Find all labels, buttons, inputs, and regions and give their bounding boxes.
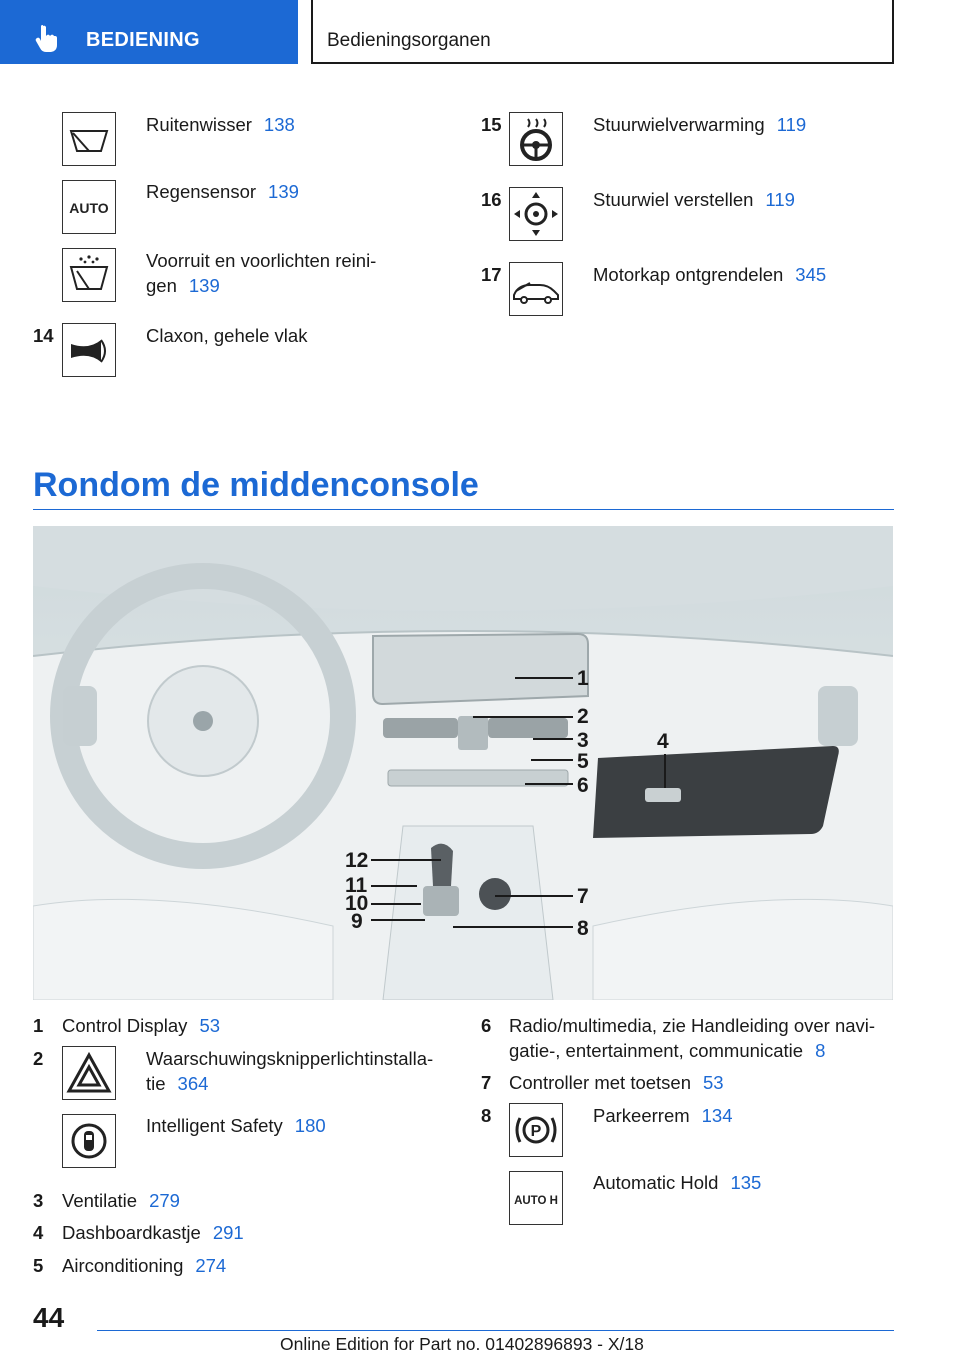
list-item <box>593 262 826 287</box>
entry-text: Airconditioning <box>62 1255 184 1276</box>
entry-text: Ruitenwisser <box>146 114 252 135</box>
steering-adjust-icon <box>509 187 563 241</box>
entry-text: Regensensor <box>146 181 257 202</box>
page-link[interactable]: 53 <box>199 1015 221 1036</box>
wiper-icon <box>62 112 116 166</box>
svg-text:AUTO: AUTO <box>69 200 109 216</box>
entry-number: 2 <box>33 1048 44 1069</box>
callout-10: 10 <box>345 892 369 915</box>
section-title: Rondom de middenconsole <box>33 466 479 504</box>
page-link[interactable]: 139 <box>188 275 220 296</box>
page-link[interactable]: 53 <box>703 1072 724 1093</box>
entry-text: Voorruit en voorlichten reini- <box>146 250 377 271</box>
page-link[interactable]: 119 <box>776 114 807 135</box>
title-divider <box>33 509 894 510</box>
horn-icon <box>62 323 116 377</box>
page-link[interactable]: 180 <box>294 1115 326 1136</box>
list-item <box>146 323 307 348</box>
callout-1: 1 <box>577 667 589 690</box>
callout-5: 5 <box>577 750 589 773</box>
list-item <box>509 1070 724 1095</box>
page-link[interactable]: 274 <box>195 1255 227 1276</box>
entry-number: 3 <box>33 1190 44 1211</box>
entry-text: Control Display <box>62 1015 188 1036</box>
interior-illustration <box>33 526 893 1000</box>
list-item <box>146 112 295 137</box>
footer-divider <box>97 1330 894 1331</box>
page-tab <box>311 0 894 64</box>
callout-6: 6 <box>577 774 589 797</box>
auto-icon <box>62 180 116 234</box>
entry-text: gatie-, entertainment, communicatie <box>509 1040 804 1061</box>
entry-text: Controller met toetsen <box>509 1072 692 1093</box>
list-item <box>146 1046 433 1096</box>
steering-heat-icon <box>509 112 563 166</box>
page-link[interactable]: 291 <box>212 1222 244 1243</box>
list-item <box>146 179 299 204</box>
entry-number: 6 <box>481 1015 492 1036</box>
list-item <box>62 1253 226 1278</box>
list-item <box>509 1013 875 1063</box>
callout-2: 2 <box>577 705 589 728</box>
page-link[interactable]: 119 <box>765 189 795 210</box>
entry-number: 7 <box>481 1072 492 1093</box>
entry-number: 4 <box>33 1222 44 1243</box>
list-item <box>593 1103 733 1128</box>
entry-number: 1 <box>33 1015 44 1036</box>
entry-text: Ventilatie <box>62 1190 138 1211</box>
callout-7: 7 <box>577 885 589 908</box>
section-tab[interactable] <box>0 0 298 64</box>
entry-text: tie <box>146 1073 166 1094</box>
entry-text: Stuurwiel verstellen <box>593 189 754 210</box>
section-label: BEDIENING <box>86 29 200 51</box>
entry-text: Motorkap ontgrendelen <box>593 264 784 285</box>
hand-pointer-icon <box>34 24 60 52</box>
list-item <box>146 1113 326 1138</box>
page-link[interactable]: 364 <box>177 1073 209 1094</box>
intelligent-safety-icon <box>62 1114 116 1168</box>
page-link[interactable]: 345 <box>795 264 827 285</box>
entry-text: Radio/multimedia, zie Handleiding over navi- <box>509 1015 876 1036</box>
page-number: 44 <box>33 1302 65 1333</box>
list-item <box>62 1188 180 1213</box>
list-item <box>62 1220 244 1245</box>
page-link[interactable]: 134 <box>701 1105 733 1126</box>
parking-brake-icon <box>509 1103 563 1157</box>
list-item <box>593 187 795 212</box>
entry-number: 15 <box>481 114 502 135</box>
svg-text:AUTO H: AUTO H <box>514 1195 558 1207</box>
callout-9: 9 <box>351 910 363 933</box>
list-item <box>62 1013 220 1038</box>
callout-12: 12 <box>345 849 369 872</box>
auto-hold-icon <box>509 1171 563 1225</box>
entry-text: Parkeerrem <box>593 1105 690 1126</box>
entry-text: Automatic Hold <box>593 1172 719 1193</box>
page-header <box>0 0 960 66</box>
page-link[interactable]: 135 <box>730 1172 762 1193</box>
list-item <box>146 248 376 298</box>
hazard-icon <box>62 1046 116 1100</box>
page-label: Bedieningsorganen <box>327 30 491 51</box>
callout-11: 11 <box>345 874 368 897</box>
entry-text: Intelligent Safety <box>146 1115 283 1136</box>
page-link[interactable]: 8 <box>815 1040 826 1061</box>
washer-icon <box>62 248 116 302</box>
callout-3: 3 <box>577 729 589 752</box>
entry-text: Claxon, gehele vlak <box>146 325 308 346</box>
page-link[interactable]: 279 <box>149 1190 180 1211</box>
entry-text: gen <box>146 275 177 296</box>
entry-text: Stuurwielverwarming <box>593 114 765 135</box>
list-item <box>593 112 806 137</box>
svg-text:P: P <box>530 1123 542 1140</box>
callout-8: 8 <box>577 917 589 940</box>
hood-release-icon <box>509 262 563 316</box>
list-item <box>593 1170 761 1195</box>
entry-number: 16 <box>481 189 502 210</box>
callout-4: 4 <box>657 730 669 753</box>
entry-number: 5 <box>33 1255 44 1276</box>
edition-text: Online Edition for Part no. 01402896893 - X/18 <box>280 1334 644 1354</box>
entry-text: Dashboardkastje <box>62 1222 201 1243</box>
entry-number: 8 <box>481 1105 492 1126</box>
entry-number: 14 <box>33 325 54 346</box>
page-link[interactable]: 139 <box>268 181 299 202</box>
entry-text: Waarschuwingsknipperlichtinstalla- <box>146 1048 434 1069</box>
entry-number: 17 <box>481 264 502 285</box>
page-link[interactable]: 138 <box>263 114 295 135</box>
